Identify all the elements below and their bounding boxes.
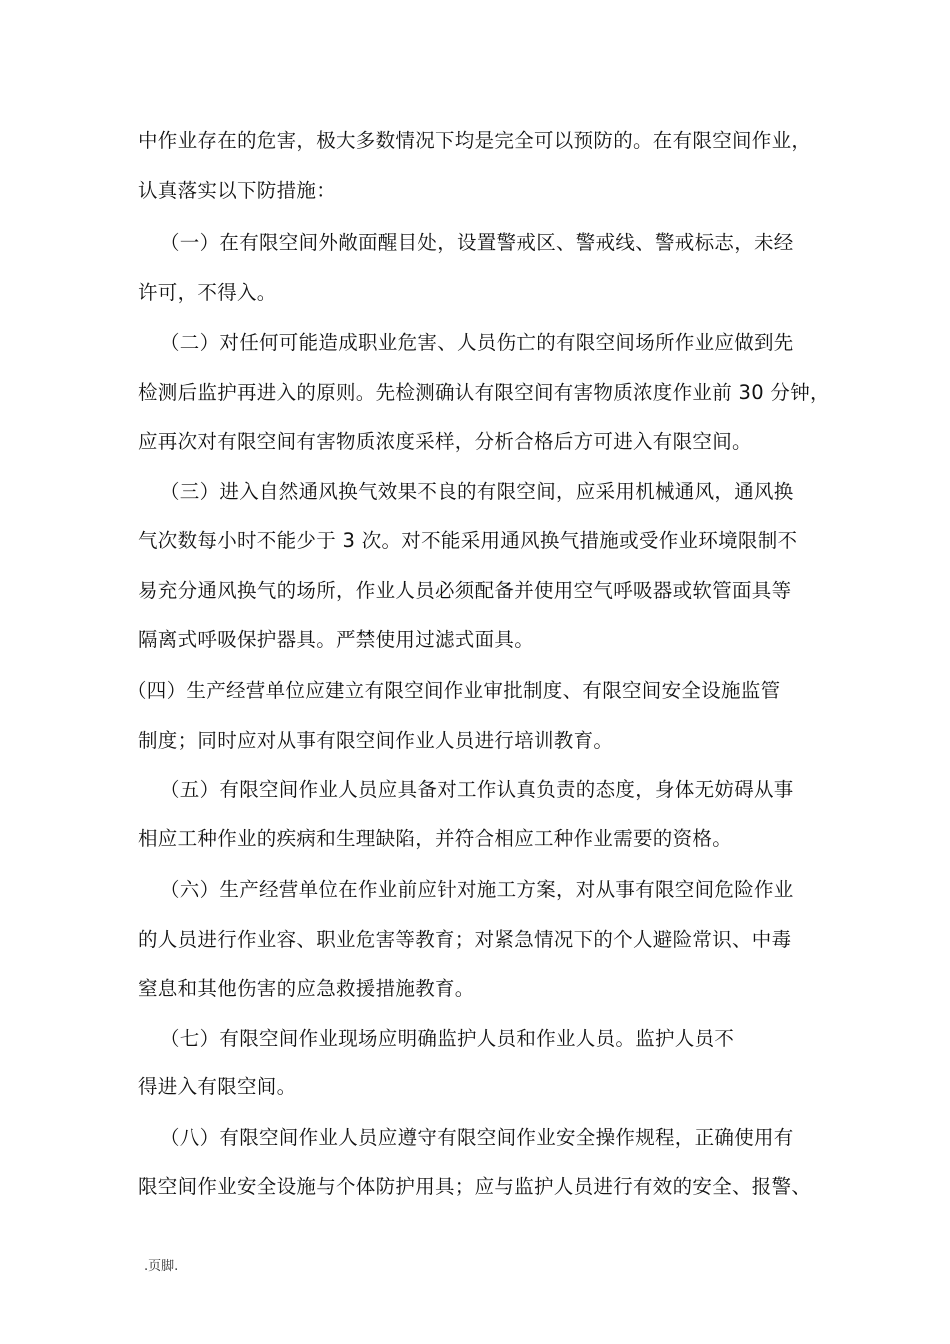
paragraph-line: （三）进入自然通风换气效果不良的有限空间，应采用机械通风，通风换 — [160, 480, 794, 503]
paragraph-line: 中作业存在的危害，极大多数情况下均是完全可以预防的。在有限空间作业， — [138, 129, 812, 152]
paragraph-line: （六）生产经营单位在作业前应针对施工方案，对从事有限空间危险作业 — [160, 878, 794, 901]
page-footer: .页脚. — [144, 1259, 179, 1274]
paragraph-line: （四）生产经营单位应建立有限空间作业审批制度、有限空间安全设施监管 — [127, 679, 781, 702]
paragraph-line: （八）有限空间作业人员应遵守有限空间作业安全操作规程，正确使用有 — [160, 1126, 794, 1149]
paragraph-line: （二）对任何可能造成职业危害、人员伤亡的有限空间场所作业应做到先 — [160, 331, 794, 354]
paragraph-line: 应再次对有限空间有害物质浓度采样，分析合格后方可进入有限空间。 — [138, 430, 752, 453]
paragraph-line: （五）有限空间作业人员应具备对工作认真负责的态度，身体无妨碍从事 — [160, 778, 794, 801]
paragraph-line: （一）在有限空间外敞面醒目处，设置警戒区、警戒线、警戒标志，未经 — [160, 231, 794, 254]
paragraph-line: 气次数每小时不能少于 3 次。对不能采用通风换气措施或受作业环境限制不 — [138, 529, 798, 552]
paragraph-line: 制度；同时应对从事有限空间作业人员进行培训教育。 — [138, 729, 614, 752]
paragraph-line: 许可，不得入。 — [138, 281, 277, 304]
paragraph-line: 相应工种作业的疾病和生理缺陷，并符合相应工种作业需要的资格。 — [138, 827, 733, 850]
paragraph-line: 得进入有限空间。 — [138, 1075, 297, 1098]
paragraph-line: 易充分通风换气的场所，作业人员必须配备并使用空气呼吸器或软管面具等 — [138, 579, 792, 602]
paragraph-line: 限空间作业安全设施与个体防护用具；应与监护人员进行有效的安全、报警、 — [138, 1175, 812, 1198]
paragraph-line: 隔离式呼吸保护器具。严禁使用过滤式面具。 — [138, 628, 535, 651]
paragraph-line: （七）有限空间作业现场应明确监护人员和作业人员。监护人员不 — [160, 1027, 735, 1050]
paragraph-line: 认真落实以下防措施： — [138, 179, 337, 202]
paragraph-line: 窒息和其他伤害的应急救援措施教育。 — [138, 977, 475, 1000]
paragraph-line: 的人员进行作业容、职业危害等教育；对紧急情况下的个人避险常识、中毒 — [138, 928, 792, 951]
paragraph-line: 检测后监护再进入的原则。先检测确认有限空间有害物质浓度作业前 30 分钟， — [138, 381, 830, 404]
